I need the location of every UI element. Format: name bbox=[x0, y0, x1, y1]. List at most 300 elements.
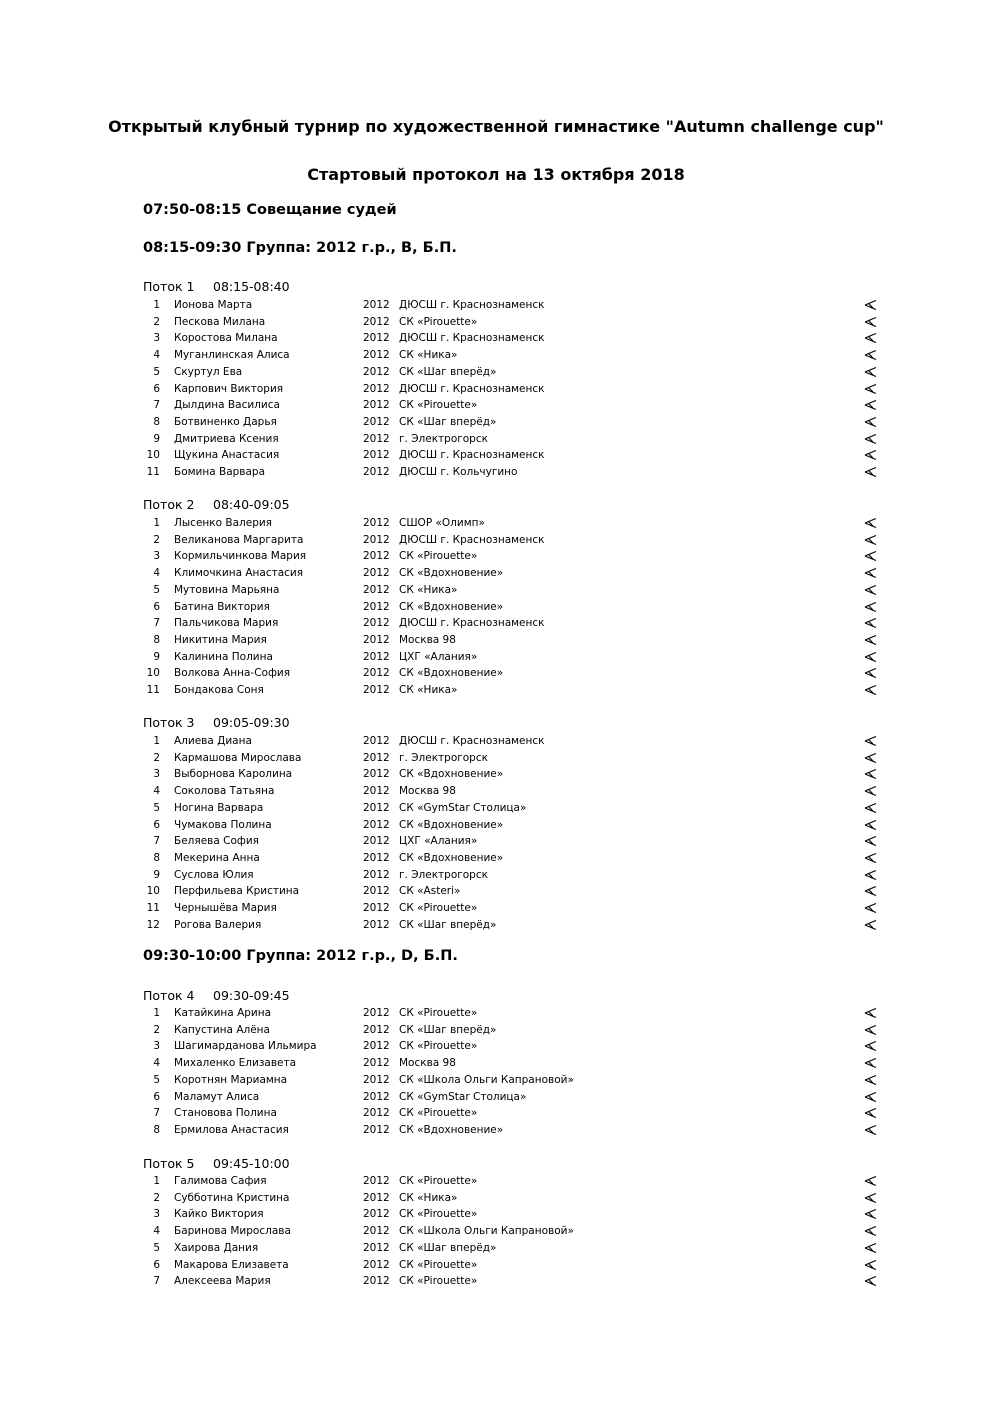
apparatus-mark bbox=[864, 534, 878, 546]
participant-row bbox=[143, 1122, 883, 1138]
check-mark-icon bbox=[864, 601, 878, 613]
apparatus-mark bbox=[864, 1275, 878, 1287]
birth-year: 2012 bbox=[363, 684, 390, 696]
athlete-name: Батина Виктория bbox=[174, 600, 270, 613]
check-mark-icon bbox=[864, 785, 878, 797]
participant-row bbox=[143, 314, 883, 330]
start-number: 5 bbox=[153, 365, 160, 378]
athlete-name: Мутовина Марьяна bbox=[174, 583, 280, 596]
check-mark-icon bbox=[864, 852, 878, 864]
participant-row bbox=[143, 1240, 883, 1256]
athlete-name: Коростова Милана bbox=[174, 332, 278, 345]
check-mark-icon bbox=[864, 366, 878, 378]
athlete-name: Ботвиненко Дарья bbox=[174, 415, 277, 428]
start-number: 8 bbox=[153, 1123, 160, 1136]
start-number: 12 bbox=[146, 918, 160, 931]
club-name: г. Электрогорск bbox=[399, 868, 488, 881]
club-name: ДЮСШ г. Краснознаменск bbox=[399, 617, 545, 630]
start-number: 7 bbox=[153, 399, 160, 412]
athlete-name: Великанова Маргарита bbox=[174, 533, 304, 546]
participant-row bbox=[143, 833, 883, 849]
start-number: 7 bbox=[153, 1107, 160, 1120]
participant-row bbox=[143, 532, 883, 548]
apparatus-mark bbox=[864, 684, 878, 696]
apparatus-mark bbox=[864, 902, 878, 914]
participant-row bbox=[143, 1038, 883, 1054]
apparatus-mark bbox=[864, 634, 878, 646]
flow-header bbox=[143, 279, 290, 294]
athlete-name: Муганлинская Алиса bbox=[174, 349, 290, 362]
apparatus-mark bbox=[864, 852, 878, 864]
start-number: 1 bbox=[153, 735, 160, 747]
start-number: 7 bbox=[153, 835, 160, 848]
flow-time: 09:45-10:00 bbox=[213, 1156, 290, 1171]
flow-time: 08:15-08:40 bbox=[213, 279, 290, 294]
club-name: СК «Pirouette» bbox=[399, 315, 478, 328]
check-mark-icon bbox=[864, 316, 878, 328]
athlete-name: Перфильева Кристина bbox=[174, 885, 300, 898]
check-mark-icon bbox=[864, 835, 878, 847]
start-number: 1 bbox=[153, 299, 160, 311]
club-name: СК «Pirouette» bbox=[399, 1007, 478, 1019]
athlete-name: Лысенко Валерия bbox=[174, 517, 273, 529]
birth-year: 2012 bbox=[363, 332, 390, 345]
birth-year: 2012 bbox=[363, 918, 390, 931]
flow-time: 09:05-09:30 bbox=[213, 715, 290, 730]
participant-row bbox=[143, 515, 883, 531]
check-mark-icon bbox=[864, 332, 878, 344]
club-name: СК «Pirouette» bbox=[399, 1107, 478, 1120]
birth-year: 2012 bbox=[363, 885, 390, 898]
birth-year: 2012 bbox=[363, 868, 390, 881]
athlete-name: Макарова Елизавета bbox=[174, 1258, 289, 1271]
athlete-name: Алиева Диана bbox=[174, 735, 252, 747]
start-number: 6 bbox=[153, 382, 160, 395]
birth-year: 2012 bbox=[363, 1023, 390, 1036]
participant-row bbox=[143, 665, 883, 681]
club-name: СК «Вдохновение» bbox=[399, 1123, 504, 1136]
birth-year: 2012 bbox=[363, 1225, 390, 1238]
club-name: ЦХГ «Алания» bbox=[399, 650, 478, 663]
check-mark-icon bbox=[864, 1074, 878, 1086]
check-mark-icon bbox=[864, 517, 878, 529]
athlete-name: Мекерина Анна bbox=[174, 851, 260, 864]
participant-row bbox=[143, 1190, 883, 1206]
start-number: 5 bbox=[153, 583, 160, 596]
club-name: СК «Вдохновение» bbox=[399, 567, 504, 580]
start-number: 4 bbox=[153, 1225, 160, 1238]
apparatus-mark bbox=[864, 1242, 878, 1254]
birth-year: 2012 bbox=[363, 365, 390, 378]
athlete-name: Галимова Сафия bbox=[174, 1175, 267, 1187]
participant-row bbox=[143, 783, 883, 799]
athlete-name: Волкова Анна-София bbox=[174, 667, 291, 680]
apparatus-mark bbox=[864, 399, 878, 411]
birth-year: 2012 bbox=[363, 818, 390, 831]
apparatus-mark bbox=[864, 567, 878, 579]
club-name: СК «GymStar Столица» bbox=[399, 1090, 527, 1103]
birth-year: 2012 bbox=[363, 1175, 390, 1187]
club-name: ЦХГ «Алания» bbox=[399, 835, 478, 848]
apparatus-mark bbox=[864, 332, 878, 344]
check-mark-icon bbox=[864, 383, 878, 395]
start-number: 3 bbox=[153, 332, 160, 345]
participant-row bbox=[143, 330, 883, 346]
participant-row bbox=[143, 414, 883, 430]
check-mark-icon bbox=[864, 567, 878, 579]
participant-row bbox=[143, 364, 883, 380]
athlete-name: Кайко Виктория bbox=[174, 1208, 264, 1221]
check-mark-icon bbox=[864, 752, 878, 764]
start-number: 5 bbox=[153, 1073, 160, 1086]
athlete-name: Михаленко Елизавета bbox=[174, 1057, 297, 1070]
club-name: СК «Шаг вперёд» bbox=[399, 1023, 497, 1036]
check-mark-icon bbox=[864, 819, 878, 831]
participant-row bbox=[143, 800, 883, 816]
participant-row bbox=[143, 850, 883, 866]
athlete-name: Кармашова Мирослава bbox=[174, 751, 302, 764]
birth-year: 2012 bbox=[363, 533, 390, 546]
birth-year: 2012 bbox=[363, 449, 390, 462]
apparatus-mark bbox=[864, 1192, 878, 1204]
check-mark-icon bbox=[864, 1057, 878, 1069]
birth-year: 2012 bbox=[363, 432, 390, 445]
check-mark-icon bbox=[864, 1225, 878, 1237]
birth-year: 2012 bbox=[363, 567, 390, 580]
participant-row bbox=[143, 582, 883, 598]
athlete-name: Капустина Алёна bbox=[174, 1023, 270, 1036]
participant-row bbox=[143, 548, 883, 564]
start-number: 3 bbox=[153, 550, 160, 563]
participant-row bbox=[143, 297, 883, 313]
participant-row bbox=[143, 397, 883, 413]
club-name: СК «Pirouette» bbox=[399, 1175, 478, 1187]
apparatus-mark bbox=[864, 802, 878, 814]
athlete-name: Климочкина Анастасия bbox=[174, 567, 304, 580]
birth-year: 2012 bbox=[363, 1208, 390, 1221]
club-name: СК «Pirouette» bbox=[399, 550, 478, 563]
participant-row bbox=[143, 615, 883, 631]
flow-label: Поток 2 bbox=[143, 497, 195, 512]
apparatus-mark bbox=[864, 919, 878, 931]
club-name: СК «Шаг вперёд» bbox=[399, 415, 497, 428]
start-number: 1 bbox=[153, 1175, 160, 1187]
club-name: СК «Pirouette» bbox=[399, 1258, 478, 1271]
participant-row bbox=[143, 447, 883, 463]
document-title: Открытый клубный турнир по художественной гимнастике "Autumn challenge cup" bbox=[108, 117, 884, 136]
athlete-name: Скуртул Ева bbox=[174, 365, 243, 378]
apparatus-mark bbox=[864, 517, 878, 529]
check-mark-icon bbox=[864, 902, 878, 914]
apparatus-mark bbox=[864, 885, 878, 897]
apparatus-mark bbox=[864, 1175, 878, 1187]
club-name: СК «Pirouette» bbox=[399, 399, 478, 412]
check-mark-icon bbox=[864, 1124, 878, 1136]
flow-header bbox=[143, 988, 290, 1003]
participant-row bbox=[143, 766, 883, 782]
club-name: ДЮСШ г. Краснознаменск bbox=[399, 533, 545, 546]
athlete-name: Катайкина Арина bbox=[174, 1007, 272, 1019]
check-mark-icon bbox=[864, 1007, 878, 1019]
start-number: 2 bbox=[153, 533, 160, 546]
start-number: 3 bbox=[153, 1040, 160, 1053]
check-mark-icon bbox=[864, 433, 878, 445]
participant-row bbox=[143, 431, 883, 447]
birth-year: 2012 bbox=[363, 801, 390, 814]
birth-year: 2012 bbox=[363, 785, 390, 798]
participant-row bbox=[143, 900, 883, 916]
check-mark-icon bbox=[864, 399, 878, 411]
birth-year: 2012 bbox=[363, 1007, 390, 1019]
start-number: 7 bbox=[153, 1275, 160, 1288]
check-mark-icon bbox=[864, 584, 878, 596]
club-name: СК «Шаг вперёд» bbox=[399, 918, 497, 931]
start-number: 9 bbox=[153, 432, 160, 445]
athlete-name: Никитина Мария bbox=[174, 633, 267, 646]
club-name: Москва 98 bbox=[399, 633, 456, 646]
apparatus-mark bbox=[864, 383, 878, 395]
club-name: г. Электрогорск bbox=[399, 432, 488, 445]
check-mark-icon bbox=[864, 1242, 878, 1254]
athlete-name: Бомина Варвара bbox=[174, 466, 266, 478]
club-name: ДЮСШ г. Краснознаменск bbox=[399, 735, 545, 747]
birth-year: 2012 bbox=[363, 768, 390, 781]
club-name: СК «Asteri» bbox=[399, 885, 461, 898]
birth-year: 2012 bbox=[363, 1090, 390, 1103]
participant-row bbox=[143, 817, 883, 833]
apparatus-mark bbox=[864, 819, 878, 831]
club-name: СШОР «Олимп» bbox=[399, 517, 485, 529]
participant-row bbox=[143, 750, 883, 766]
participant-row bbox=[143, 1055, 883, 1071]
athlete-name: Шагимарданова Ильмира bbox=[174, 1040, 317, 1053]
participant-row bbox=[143, 1257, 883, 1273]
participant-row bbox=[143, 381, 883, 397]
check-mark-icon bbox=[864, 1024, 878, 1036]
participant-row bbox=[143, 1223, 883, 1239]
apparatus-mark bbox=[864, 1208, 878, 1220]
club-name: ДЮСШ г. Краснознаменск bbox=[399, 332, 545, 345]
start-number: 3 bbox=[153, 1208, 160, 1221]
judges-meeting-heading: 07:50-08:15 Совещание судей bbox=[143, 202, 397, 218]
check-mark-icon bbox=[864, 466, 878, 478]
athlete-name: Баринова Мирослава bbox=[174, 1225, 291, 1238]
participant-row bbox=[143, 632, 883, 648]
start-number: 6 bbox=[153, 818, 160, 831]
check-mark-icon bbox=[864, 1259, 878, 1271]
start-number: 10 bbox=[146, 449, 160, 462]
start-number: 8 bbox=[153, 415, 160, 428]
check-mark-icon bbox=[864, 449, 878, 461]
start-number: 6 bbox=[153, 600, 160, 613]
check-mark-icon bbox=[864, 550, 878, 562]
start-number: 9 bbox=[153, 650, 160, 663]
check-mark-icon bbox=[864, 349, 878, 361]
participant-row bbox=[143, 682, 883, 698]
birth-year: 2012 bbox=[363, 633, 390, 646]
start-number: 4 bbox=[153, 785, 160, 798]
athlete-name: Ногина Варвара bbox=[174, 801, 264, 814]
participant-row bbox=[143, 649, 883, 665]
athlete-name: Маламут Алиса bbox=[174, 1090, 260, 1103]
athlete-name: Пальчикова Мария bbox=[174, 617, 279, 630]
flow-label: Поток 4 bbox=[143, 988, 195, 1003]
athlete-name: Хаирова Дания bbox=[174, 1241, 259, 1254]
club-name: СК «Вдохновение» bbox=[399, 851, 504, 864]
birth-year: 2012 bbox=[363, 617, 390, 630]
start-number: 7 bbox=[153, 617, 160, 630]
athlete-name: Чернышёва Мария bbox=[174, 902, 277, 914]
check-mark-icon bbox=[864, 869, 878, 881]
apparatus-mark bbox=[864, 768, 878, 780]
club-name: СК «Pirouette» bbox=[399, 1275, 478, 1288]
athlete-name: Щукина Анастасия bbox=[174, 449, 280, 462]
check-mark-icon bbox=[864, 802, 878, 814]
club-name: ДЮСШ г. Краснознаменск bbox=[399, 299, 545, 311]
check-mark-icon bbox=[864, 919, 878, 931]
start-number: 6 bbox=[153, 1090, 160, 1103]
athlete-name: Чумакова Полина bbox=[174, 818, 272, 831]
athlete-name: Ионова Марта bbox=[174, 299, 253, 311]
birth-year: 2012 bbox=[363, 583, 390, 596]
club-name: СК «Вдохновение» bbox=[399, 818, 504, 831]
birth-year: 2012 bbox=[363, 550, 390, 563]
birth-year: 2012 bbox=[363, 399, 390, 412]
club-name: СК «Pirouette» bbox=[399, 1208, 478, 1221]
club-name: СК «GymStar Столица» bbox=[399, 801, 527, 814]
club-name: СК «Pirouette» bbox=[399, 1040, 478, 1053]
birth-year: 2012 bbox=[363, 1057, 390, 1070]
athlete-name: Ермилова Анастасия bbox=[174, 1123, 289, 1136]
apparatus-mark bbox=[864, 416, 878, 428]
start-number: 2 bbox=[153, 1023, 160, 1036]
apparatus-mark bbox=[864, 1040, 878, 1052]
birth-year: 2012 bbox=[363, 1258, 390, 1271]
check-mark-icon bbox=[864, 684, 878, 696]
birth-year: 2012 bbox=[363, 650, 390, 663]
apparatus-mark bbox=[864, 869, 878, 881]
club-name: ДЮСШ г. Краснознаменск bbox=[399, 449, 545, 462]
participant-row bbox=[143, 347, 883, 363]
apparatus-mark bbox=[864, 1007, 878, 1019]
club-name: г. Электрогорск bbox=[399, 751, 488, 764]
club-name: СК «Ника» bbox=[399, 583, 458, 596]
start-number: 4 bbox=[153, 349, 160, 362]
apparatus-mark bbox=[864, 651, 878, 663]
athlete-name: Выборнова Каролина bbox=[174, 768, 293, 781]
athlete-name: Становова Полина bbox=[174, 1107, 277, 1120]
birth-year: 2012 bbox=[363, 1073, 390, 1086]
check-mark-icon bbox=[864, 1040, 878, 1052]
apparatus-mark bbox=[864, 835, 878, 847]
athlete-name: Соколова Татьяна bbox=[174, 785, 275, 798]
flow-label: Поток 5 bbox=[143, 1156, 195, 1171]
apparatus-mark bbox=[864, 1091, 878, 1103]
apparatus-mark bbox=[864, 1107, 878, 1119]
check-mark-icon bbox=[864, 768, 878, 780]
flow-header bbox=[143, 715, 290, 730]
start-number: 9 bbox=[153, 868, 160, 881]
athlete-name: Кормильчинкова Мария bbox=[174, 550, 307, 563]
club-name: ДЮСШ г. Краснознаменск bbox=[399, 382, 545, 395]
start-number: 4 bbox=[153, 1057, 160, 1070]
apparatus-mark bbox=[864, 1124, 878, 1136]
apparatus-mark bbox=[864, 601, 878, 613]
birth-year: 2012 bbox=[363, 902, 390, 914]
start-number: 2 bbox=[153, 1191, 160, 1204]
start-number: 10 bbox=[146, 885, 160, 898]
athlete-name: Калинина Полина bbox=[174, 650, 273, 663]
start-number: 1 bbox=[153, 1007, 160, 1019]
check-mark-icon bbox=[864, 667, 878, 679]
athlete-name: Карпович Виктория bbox=[174, 382, 284, 395]
apparatus-mark bbox=[864, 349, 878, 361]
flow-header bbox=[143, 497, 290, 512]
check-mark-icon bbox=[864, 299, 878, 311]
check-mark-icon bbox=[864, 617, 878, 629]
start-number: 10 bbox=[146, 667, 160, 680]
athlete-name: Рогова Валерия bbox=[174, 918, 262, 931]
birth-year: 2012 bbox=[363, 315, 390, 328]
birth-year: 2012 bbox=[363, 835, 390, 848]
athlete-name: Пескова Милана bbox=[174, 315, 266, 328]
athlete-name: Бондакова Соня bbox=[174, 684, 264, 696]
check-mark-icon bbox=[864, 1275, 878, 1287]
check-mark-icon bbox=[864, 1091, 878, 1103]
apparatus-mark bbox=[864, 449, 878, 461]
club-name: СК «Школа Ольги Капрановой» bbox=[399, 1225, 574, 1238]
birth-year: 2012 bbox=[363, 349, 390, 362]
start-number: 5 bbox=[153, 801, 160, 814]
apparatus-mark bbox=[864, 466, 878, 478]
club-name: СК «Pirouette» bbox=[399, 902, 478, 914]
club-name: Москва 98 bbox=[399, 785, 456, 798]
birth-year: 2012 bbox=[363, 1040, 390, 1053]
participant-row bbox=[143, 1173, 883, 1189]
start-number: 8 bbox=[153, 851, 160, 864]
participant-row bbox=[143, 917, 883, 933]
club-name: СК «Вдохновение» bbox=[399, 768, 504, 781]
check-mark-icon bbox=[864, 735, 878, 747]
club-name: СК «Шаг вперёд» bbox=[399, 1241, 497, 1254]
apparatus-mark bbox=[864, 785, 878, 797]
check-mark-icon bbox=[864, 1175, 878, 1187]
start-number: 11 bbox=[146, 684, 160, 696]
athlete-name: Дылдина Василиса bbox=[174, 399, 280, 412]
birth-year: 2012 bbox=[363, 851, 390, 864]
check-mark-icon bbox=[864, 534, 878, 546]
apparatus-mark bbox=[864, 735, 878, 747]
apparatus-mark bbox=[864, 1074, 878, 1086]
birth-year: 2012 bbox=[363, 466, 390, 478]
flow-header bbox=[143, 1156, 290, 1171]
athlete-name: Суслова Юлия bbox=[174, 868, 254, 881]
group-heading: 08:15-09:30 Группа: 2012 г.р., B, Б.П. bbox=[143, 240, 457, 256]
athlete-name: Субботина Кристина bbox=[174, 1191, 290, 1204]
participant-row bbox=[143, 1022, 883, 1038]
start-number: 6 bbox=[153, 1258, 160, 1271]
birth-year: 2012 bbox=[363, 1241, 390, 1254]
apparatus-mark bbox=[864, 550, 878, 562]
start-number: 4 bbox=[153, 567, 160, 580]
check-mark-icon bbox=[864, 1107, 878, 1119]
participant-row bbox=[143, 867, 883, 883]
flow-time: 09:30-09:45 bbox=[213, 988, 290, 1003]
participant-row bbox=[143, 1089, 883, 1105]
participant-row bbox=[143, 1273, 883, 1289]
club-name: СК «Вдохновение» bbox=[399, 667, 504, 680]
club-name: СК «Ника» bbox=[399, 349, 458, 362]
